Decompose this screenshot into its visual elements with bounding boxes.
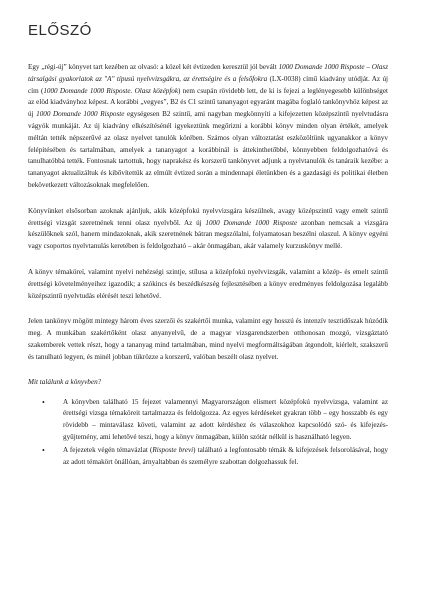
list-item-2-text-2: ) található a legfontosabb témák & kifejezések felsorolásával, hogy az adott témakört önállóan, árnyaltabban és személyre szabottan dolgozhassuk fel.	[63, 445, 388, 466]
paragraph-1-new-title: 1000 Domande 1000 Risposte. Olasz középfok	[43, 86, 179, 95]
page-title: ELŐSZÓ	[28, 22, 92, 39]
bullet-icon: •	[42, 445, 45, 455]
bullet-list	[28, 397, 388, 469]
paragraph-2-text-1: Könyvünket elsősorban azoknak ajánljuk, akik középfokú nyelvvizsgára készülnek, avagy középszintű vagy emelt szintű érettségi vizsgát szeretnének tenni olasz nyelvből. Az új	[28, 206, 388, 227]
paragraph-1-text-3: ) nem csupán rövidebb lett, de ki is fejezi a leglényegesebb különbséget az elöd kiadványhoz képest. A korábbi „vegyes”, B2 és C1 szintű tananyagot egyaránt magába foglaló tankönyvhöz képest az új	[28, 86, 388, 119]
list-item	[28, 445, 388, 469]
paragraph-1-text-4: egységesen B2 szintű, ami nagyban megkönnyíti a kifejezetten középszintű nyelvtudásra vágyók munkáját. Az új kiadvány elkészítésénél igyekeztünk megőrizni a korábbi könyv minden olyan értékét, amelyek méltán tették népszerűvé az olasz nyelvet tanulók körében. Számos olyan változtatást eszközöltünk ugyanakkor a könyv felépítésében és tartalmában, amelyek a tananyagot a korábbinál is áttekinthetőbbé, könnyebben feldolgozhatóvá és tanulhatóbbá tették. Fontosnak tartottuk, hogy naprakész és korszerű tankönyvet adjunk a nyelvtanulók és tanáraik kezébe: a tananyagot aktualizáltuk és kibővítettük az elmúlt évtized során a mindennapi életünkben és a gazdasági és politikai életben bekövetkezett változásoknak megfelelően.	[28, 110, 388, 189]
paragraph-1-text-1: Egy „régi-új” könyvet tart kezében az olvasó: a közel két évtizeden keresztül jól bevált	[28, 63, 279, 71]
bullet-icon: •	[42, 397, 45, 407]
paragraph-2-book-title: 1000 Domande 1000 Risposte	[205, 218, 298, 227]
paragraph-2-text-2: azonban nemcsak a vizsgára készülőknek szól, hanem mindazoknak, akik szeretnének bátran megszólalni, folyamatosan beszélni olaszul. A könyv egyéni vagy csoportos nyelvtanulás keretében is feldolgozható – akár önmagában, akár valamely kurzuskönyv mellé.	[28, 218, 388, 251]
paragraph	[28, 62, 388, 192]
paragraph-3	[28, 267, 388, 302]
list-item-2-text-1: A fejezetek végén témavázlat (	[63, 445, 153, 454]
paragraph-1-text-2: (LX-0038) című kiadvány utódját. Az új cím (	[28, 74, 389, 95]
paragraph-1-book-title: 1000 Domande 1000 Risposte	[36, 110, 125, 119]
paragraph-2	[28, 206, 388, 253]
paragraph-4	[28, 316, 388, 363]
paragraph-4-text: Jelen tankönyv mögött mintegy három éves szerzői és szakértői munka, valamint egy hosszú és intenzív tesztidőszak húzódik meg. A munkában szakértőként olasz anyanyelvű, de a magyar vizsgarendszerben otthonosan mozgó, vizsgáztató szakemberek vettek részt, hogy a tananyag mind tartalmában, mind nyelvi megformáltságában átgondolt, kiérlelt, szakszerű és tanulható legyen, és minél jobban tükrözze a korszerű, valóban beszélt olasz nyelvet.	[28, 317, 388, 361]
paragraph-1	[28, 62, 388, 192]
section-subheading: Mit találunk a könyvben?	[28, 377, 102, 386]
list-item-2-italic: Risposte brevi	[152, 445, 194, 454]
paragraph-1-old-title: 1000 Domande 1000 Risposte – Olasz társalgási gyakorlatok az "A" típusú nyelvvizsgákra, az érettségire és a felsőfokra	[28, 63, 388, 83]
list-item	[28, 397, 388, 444]
list-item-1-text: A könyvben található 15 fejezet valamennyi Magyarországon elismert középfokú nyelvvizsga, valamint az érettségi vizsga témaköreit tartalmazza és feldolgozza. Az egyes kérdéseket gyakran több – egy hosszabb és egy rövidebb – mintaválasz követi, valamint az adott kérdéshez és válaszokhoz kapcsolódó szó- és kifejezés-gyűjtemény, ami lehetővé teszi, hogy a könyv önmagában, külön szótár nélkül is használható legyen.	[63, 397, 388, 441]
paragraph-3-text: A könyv témaköreí, valamint nyelvi nehézségi szintje, stílusa a középfokú nyelvvizsgák, valamint a közép- és emelt szintű érettségi követelményeihez igazodik; a szókincs és beszédkészség fejlesztésében a könyv eredményes feldolgozása legalább középszintű nyelvtudás elérését teszi lehetővé.	[28, 267, 388, 300]
